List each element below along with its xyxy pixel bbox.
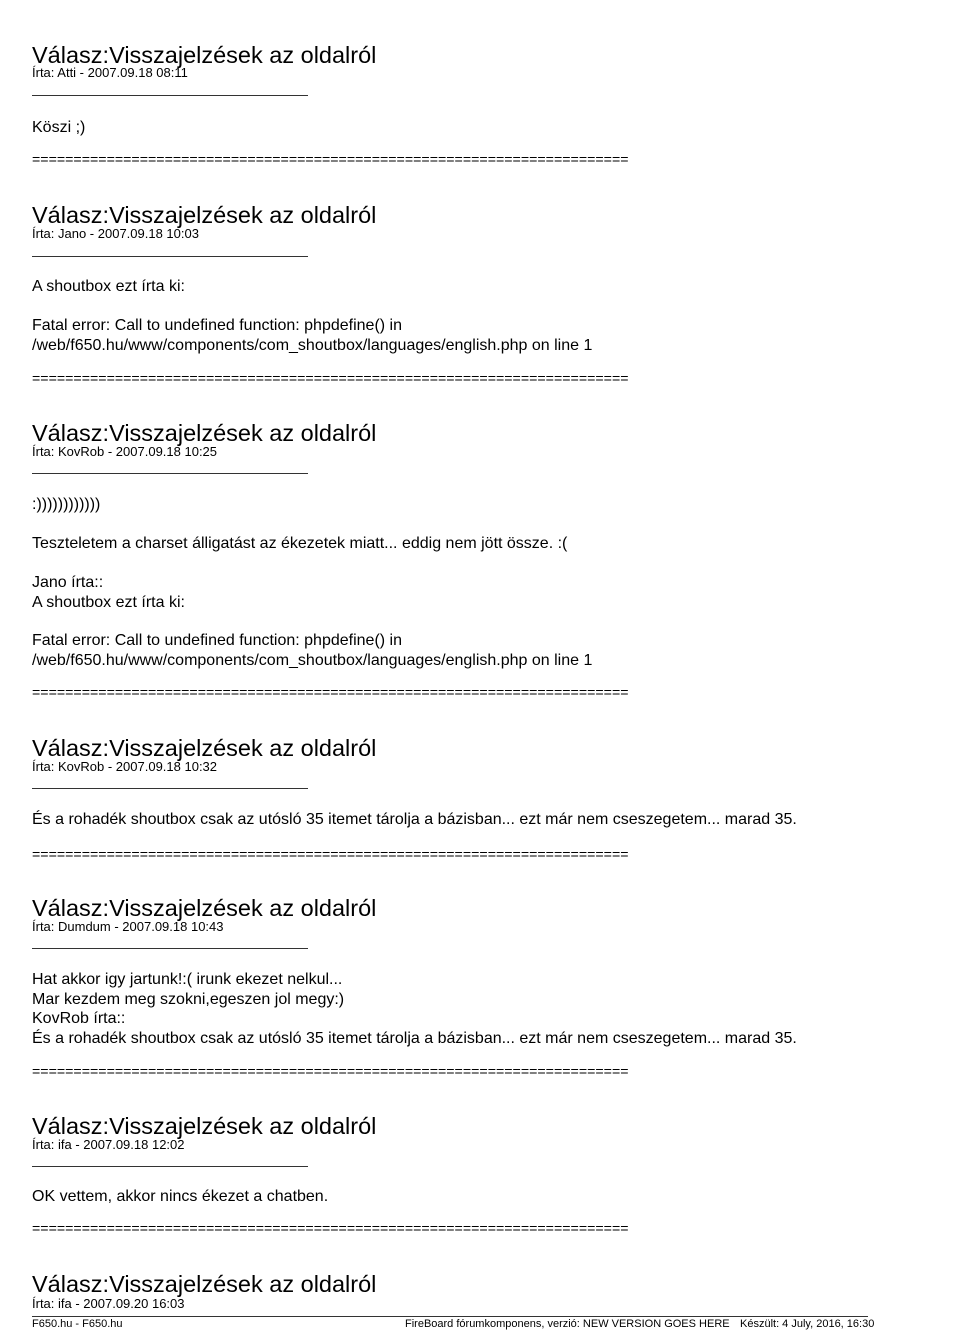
post-meta: Írta: ifa - 2007.09.20 16:03	[32, 1296, 185, 1311]
post-meta: Írta: KovRob - 2007.09.18 10:25	[32, 444, 218, 459]
post-meta: Írta: KovRob - 2007.09.18 10:32	[32, 759, 218, 774]
post-separator: ========================================================================	[32, 371, 629, 387]
post-body-line: Hat akkor igy jartunk!:( irunk ekezet nelkul...	[32, 971, 343, 988]
post-body-line: :))))))))))))	[32, 496, 101, 513]
post-separator: ========================================================================	[32, 685, 629, 701]
post-separator: ========================================================================	[32, 1064, 629, 1080]
quote-author: Jano írta::	[32, 574, 104, 591]
post-body-line: És a rohadék shoutbox csak az utósló 35 itemet tárolja a bázisban... ezt már nem cseszegetem... marad 35.	[32, 1030, 797, 1047]
post-body-line: A shoutbox ezt írta ki:	[32, 594, 185, 611]
footer-generator: FireBoard fórumkomponens, verzió: NEW VERSION GOES HERE	[405, 1318, 730, 1330]
post-body-line: /web/f650.hu/www/components/com_shoutbox/languages/english.php on line 1	[32, 337, 593, 354]
post-title: Válasz:Visszajelzések az oldalról	[32, 42, 377, 68]
footer-created: Készült: 4 July, 2016, 16:30	[740, 1318, 875, 1330]
post-meta: Írta: Jano - 2007.09.18 10:03	[32, 226, 199, 241]
post-meta: Írta: ifa - 2007.09.18 12:02	[32, 1137, 185, 1152]
post-body-line: /web/f650.hu/www/components/com_shoutbox/languages/english.php on line 1	[32, 652, 593, 669]
post-body-line: A shoutbox ezt írta ki:	[32, 278, 185, 295]
post-meta: Írta: Atti - 2007.09.18 08:11	[32, 65, 188, 80]
post-separator: ========================================================================	[32, 152, 629, 168]
post-divider	[32, 256, 308, 257]
footer-divider	[32, 1316, 868, 1317]
post-title: Válasz:Visszajelzések az oldalról	[32, 895, 377, 921]
post-body-line: Teszteletem a charset álligatást az ékezetek miatt... eddig nem jött össze. :(	[32, 535, 568, 552]
post-divider	[32, 1166, 308, 1167]
post-title: Válasz:Visszajelzések az oldalról	[32, 420, 377, 446]
post-body-line: OK vettem, akkor nincs ékezet a chatben.	[32, 1188, 329, 1205]
post-body-line: Fatal error: Call to undefined function: phpdefine() in	[32, 632, 402, 649]
post-separator: ========================================================================	[32, 847, 629, 863]
post-divider	[32, 948, 308, 949]
footer-site: F650.hu - F650.hu	[32, 1318, 123, 1330]
post-title: Válasz:Visszajelzések az oldalról	[32, 1113, 377, 1139]
post-title: Válasz:Visszajelzések az oldalról	[32, 1271, 377, 1297]
post-body-line: És a rohadék shoutbox csak az utósló 35 itemet tárolja a bázisban... ezt már nem cseszegetem... marad 35.	[32, 811, 797, 828]
post-body-line: Mar kezdem meg szokni,egeszen jol megy:)	[32, 991, 345, 1008]
post-divider	[32, 95, 308, 96]
post-meta: Írta: Dumdum - 2007.09.18 10:43	[32, 919, 224, 934]
post-title: Válasz:Visszajelzések az oldalról	[32, 735, 377, 761]
post-body-line: Köszi ;)	[32, 119, 86, 136]
post-divider	[32, 788, 308, 789]
post-title: Válasz:Visszajelzések az oldalról	[32, 202, 377, 228]
post-divider	[32, 473, 308, 474]
post-body-line: Fatal error: Call to undefined function: phpdefine() in	[32, 317, 402, 334]
post-separator: ========================================================================	[32, 1221, 629, 1237]
quote-author: KovRob írta::	[32, 1010, 126, 1027]
